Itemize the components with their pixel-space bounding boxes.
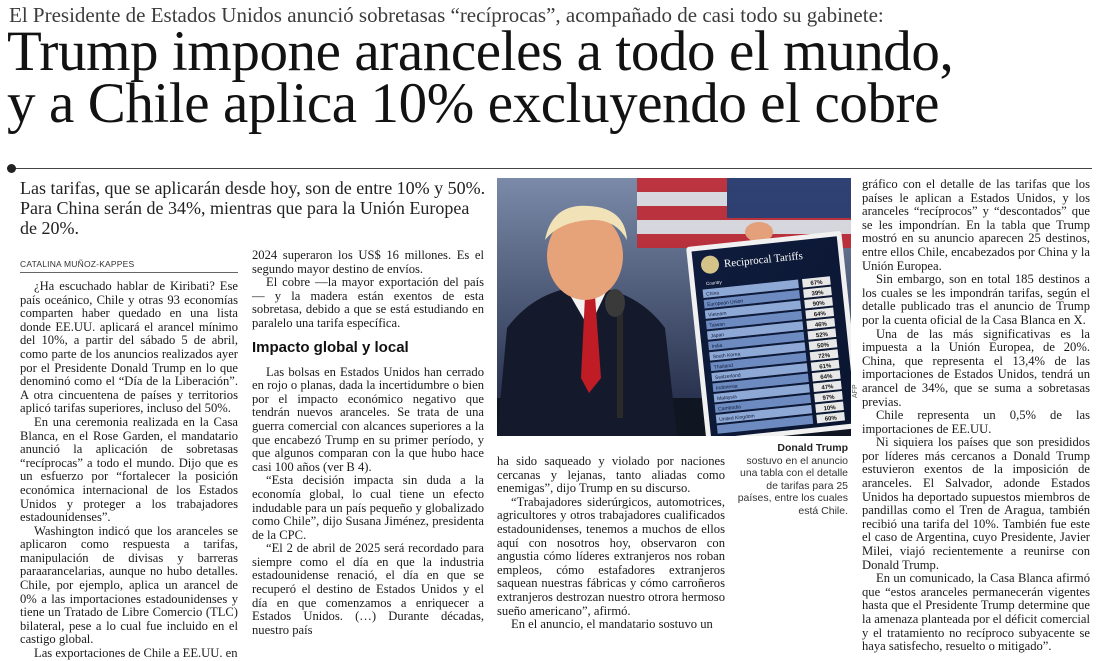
board-title: Reciprocal Tariffs bbox=[723, 249, 804, 271]
board-row-value: 10% bbox=[823, 405, 837, 413]
board-row-value: 61% bbox=[819, 363, 832, 371]
board-row-country: India bbox=[711, 342, 723, 350]
article-column-4 bbox=[862, 178, 1090, 654]
headline bbox=[7, 20, 1097, 135]
board-row-value: 67% bbox=[810, 279, 823, 288]
section-rule bbox=[10, 168, 1092, 169]
paragraph: “Esta decisión impacta sin duda a la economía global, lo cual tiene un efecto indudable para un país pequeño y globalizado como Chile”, dijo Susana Jiménez, presidenta de la CPC. bbox=[252, 473, 484, 542]
board-row-country: Cambodia bbox=[717, 404, 742, 413]
board-row-country: South Korea bbox=[712, 351, 741, 361]
board-row-country: Thailand bbox=[713, 362, 734, 371]
board-row-value: 64% bbox=[813, 311, 827, 319]
rule-bullet bbox=[7, 164, 16, 173]
subheading: Impacto global y local bbox=[252, 338, 409, 356]
paragraph: En el anuncio, el mandatario sostuvo un bbox=[511, 617, 713, 632]
paragraph: Las exportaciones de Chile a EE.UU. en bbox=[34, 646, 238, 661]
board-row-value: 97% bbox=[822, 394, 835, 402]
board-header-country: Country bbox=[705, 279, 722, 287]
board-row-value: 47% bbox=[821, 384, 834, 392]
deck: Las tarifas, que se aplicarán desde hoy, son de entre 10% y 50%. Para China serán de 34%, mientras que para la Unión Europea de 20%. bbox=[20, 178, 486, 238]
article-column-1 bbox=[20, 280, 238, 661]
paragraph: En una ceremonia realizada en la Casa Blanca, en el Rose Garden, el mandatario anunció la aplicación de sobretasas “recíprocas” a todo el mundo. Dijo que es un esfuerzo por “fortalecer la posición económica internacional de los Estados Unidos y proteger a los trabajadores estadounidenses”. bbox=[20, 414, 238, 525]
paragraph: Una de las más significativas es la impuesta a la Unión Europea, de 20%. China, que representa el 13,4% de las importaciones de Estados Unidos, tendrá un arancel de 34%, que se suma a sobretasas previas. bbox=[862, 326, 1090, 409]
article-column-2 bbox=[252, 249, 484, 637]
paragraph: gráfico con el detalle de las tarifas que los países le aplican a Estados Unidos, y los aranceles “recíprocos” y “descontados” que se les impondrían. En la tabla que Trump mostró en su anuncio aparecen 25 destinos, entre ellos Chile, encabezados por China y la Unión Europea. bbox=[862, 177, 1090, 273]
paragraph: 2024 superaron los US$ 16 millones. Es el segundo mayor destino de envíos. bbox=[252, 248, 484, 276]
paragraph: Las bolsas en Estados Unidos han cerrado en rojo o planas, dada la incertidumbre o bien por el impacto económico negativo que tendrán nuevos aranceles. Se trata de una guerra comercial con alcances superiores a la que encabezó Trump en su primer período, y que algunos comparan con la que hubo hace casi 100 años (ver B 4). bbox=[252, 364, 484, 474]
board-row-country: Taiwan bbox=[709, 321, 726, 330]
board-row-value: 64% bbox=[820, 373, 833, 382]
board-row-value: 46% bbox=[814, 321, 828, 329]
photo-trump-tariff-board bbox=[497, 178, 851, 436]
paragraph: Sin embargo, son en total 185 destinos a los cuales se les impondrán tarifas, según el detalle publicado tras el anuncio de Trump por la cuenta oficial de la Casa Blanca en X. bbox=[862, 272, 1090, 327]
photo-credit: AFP bbox=[852, 384, 859, 398]
byline: CATALINA MUÑOZ-KAPPES bbox=[20, 258, 238, 273]
board-row-value: 90% bbox=[812, 300, 826, 308]
caption-text: sostuvo en el anuncio una tabla con el detalle de tarifas para 25 países, entre los cuales está Chile. bbox=[737, 454, 848, 517]
tariff-board bbox=[686, 231, 851, 436]
board-row-value: 72% bbox=[817, 352, 831, 361]
board-row-value: 50% bbox=[816, 342, 830, 350]
board-row-value: 60% bbox=[824, 415, 838, 423]
board-row-country: European Union bbox=[706, 298, 744, 309]
board-row-country: United Kingdom bbox=[718, 413, 756, 424]
microphone-icon bbox=[605, 289, 625, 317]
paragraph: ¿Ha escuchado hablar de Kiribati? Ese país oceánico, Chile y otras 93 economías comparten haber quedado en una lista donde EE.UU. aplicará el arancel mínimo del 10%, a partir del sábado 5 de abril, como parte de los anuncios realizados ayer por el Presidente Donald Trump en lo que denominó como el “Día de la Liberación”. A otra cincuentena de países y territorios aplicó tarifas superiores, incluso del 50%. bbox=[20, 279, 238, 416]
board-row-country: China bbox=[705, 290, 720, 298]
board-row-country: Indonesia bbox=[715, 383, 738, 392]
caption-name: Donald Trump bbox=[777, 442, 848, 454]
kicker: El Presidente de Estados Unidos anunció sobretasas “recíprocas”, acompañado de casi todo su gabinete: bbox=[9, 3, 884, 27]
board-row-value: 39% bbox=[811, 290, 824, 298]
paragraph: Washington indicó que los aranceles se aplicaron como respuesta a tarifas, manipulación de divisas y barreras paraarancelarias, aunque no hubo detalles. Chile, por ejemplo, aplica un arancel de 0% a las importaciones estadounidenses y tiene un Tratado de Libre Comercio (TLC) bilateral, pese a lo cual fue incluido en el castigo global. bbox=[20, 523, 238, 647]
headline-line-2: y a Chile aplica 10% excluyendo el cobre bbox=[7, 72, 940, 135]
paragraph: Chile representa un 0,5% de las importaciones de EE.UU. bbox=[862, 408, 1090, 436]
photo-illustration bbox=[497, 178, 851, 436]
photo-caption bbox=[736, 442, 848, 517]
paragraph: En un comunicado, la Casa Blanca afirmó que “estos aranceles permanecerán vigentes hasta que el Presidente Trump determine que la amenaza planteada por el déficit comercial y el tratamiento no recíproco subyacente se haya satisfecho, resuelto o mitigado”. bbox=[862, 571, 1090, 654]
board-row-country: Switzerland bbox=[714, 372, 741, 382]
paragraph: Ni siquiera los países que son presididos por líderes más cercanos a Donald Trump estuvieron exentos de la imposición de aranceles. El Salvador, adonde Estados Unidos ha deportado supuestos miembros de pandillas como el Tren de Aragua, también recibió una tarifa del 10%. También fue este el caso de Argentina, cuyo Presidente, Javier Milei, viajó recientemente a reunirse con Donald Trump. bbox=[862, 435, 1090, 572]
paragraph: ha sido saqueado y violado por naciones cercanas y lejanas, tanto aliadas como enemigas”, dijo Trump en su discurso. bbox=[497, 454, 725, 496]
board-row-country: Malaysia bbox=[716, 394, 738, 403]
board-row-country: Vietnam bbox=[708, 310, 727, 319]
paragraph: “Trabajadores siderúrgicos, automotrices, agricultores y otros trabajadores cualificados estadounidenses, tenemos a muchos de ellos aquí con nosotros hoy, observaron con angustia cómo líderes extranjeros nos roban empleos, cómo estafadores extranjeros saquean nuestras fábricas y cómo carroñeros extranjeros destrozan nuestro otrora hermoso sueño americano”, afirmó. bbox=[497, 494, 725, 618]
paragraph: “El 2 de abril de 2025 será recordado para siempre como el día en que la industria estadounidense renació, el día en que se recuperó el destino de Estados Unidos y el día en que comenzamos a enriquecer a Estados Unidos. (…) Durante décadas, nuestro país bbox=[252, 541, 484, 637]
board-row-value: 52% bbox=[815, 332, 829, 340]
paragraph: El cobre —la mayor exportación del país— y la madera están exentos de esta sobretasa, debido a que se está estudiando en paralelo una tarifa específica. bbox=[252, 275, 484, 330]
headline-line-1: Trump impone aranceles a todo el mundo, bbox=[7, 20, 954, 83]
article-column-3 bbox=[497, 455, 725, 632]
board-row-country: Japan bbox=[710, 332, 725, 340]
